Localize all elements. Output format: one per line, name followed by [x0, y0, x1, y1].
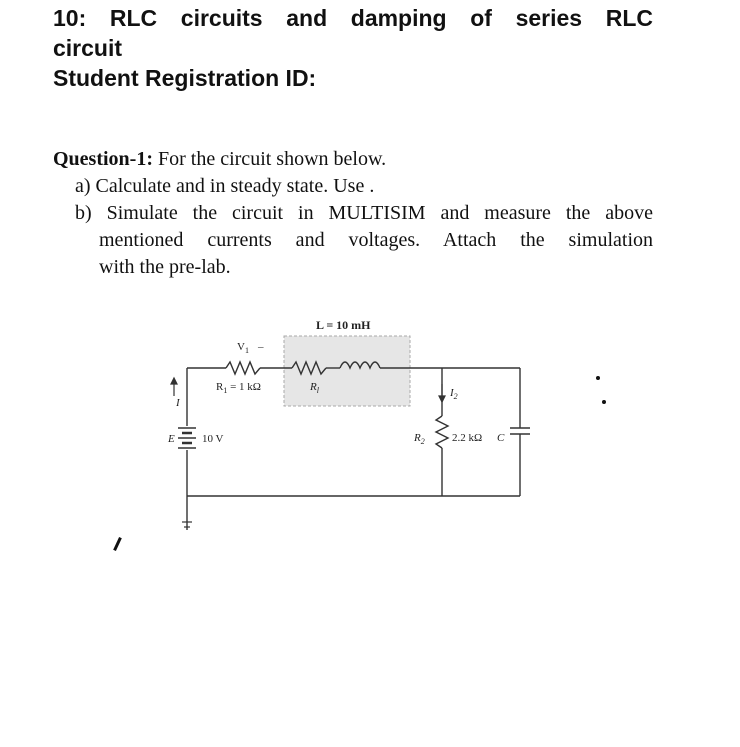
- rl-label: $R_l$: [310, 381, 319, 395]
- i-label: I: [176, 397, 180, 409]
- resistor-r2: [436, 416, 448, 448]
- current-arrow-i2: [439, 384, 445, 402]
- r2-label: $R_2$: [414, 432, 425, 446]
- circuit-diagram: [160, 300, 540, 540]
- v1-label: $V_1$: [237, 341, 249, 355]
- title-line-1: 10: RLC circuits and damping of series RLC: [53, 5, 653, 31]
- question-block: [53, 146, 653, 281]
- part-b-continuation: [75, 227, 653, 281]
- current-arrow-i: [171, 378, 177, 396]
- e-value: 10 V: [202, 433, 224, 445]
- v1-sign: –: [258, 341, 264, 353]
- registration-label: Student Registration ID:: [53, 65, 317, 91]
- stray-dot-2: [602, 400, 606, 404]
- resistor-r1: [226, 362, 260, 374]
- part-b-line-2: mentioned currents and voltages. Attach the simulation: [99, 229, 653, 251]
- i2-label: $I_2$: [450, 387, 458, 401]
- document-title: [53, 3, 653, 93]
- question-label: Question-1:: [53, 148, 153, 170]
- title-line-2: circuit: [53, 35, 123, 61]
- inductor-label: L = 10 mH: [316, 318, 371, 332]
- battery-symbol: [178, 428, 196, 448]
- question-heading: [53, 146, 653, 173]
- stray-dot-1: [596, 376, 600, 380]
- question-part-a: a) Calculate and in steady state. Use .: [75, 175, 375, 197]
- c-label: C: [497, 432, 505, 444]
- r1-label: $R_1 = 1$ kΩ: [216, 381, 261, 395]
- e-label: E: [168, 433, 175, 445]
- part-b-line-1: b) Simulate the circuit in MULTISIM and measure the above: [75, 202, 653, 224]
- question-part-b: [53, 200, 653, 281]
- part-b-line-3: with the pre-lab.: [99, 256, 231, 278]
- stray-tick-mark: [113, 537, 122, 551]
- r2-value: 2.2 kΩ: [452, 432, 483, 444]
- question-intro: For the circuit shown below.: [153, 148, 387, 170]
